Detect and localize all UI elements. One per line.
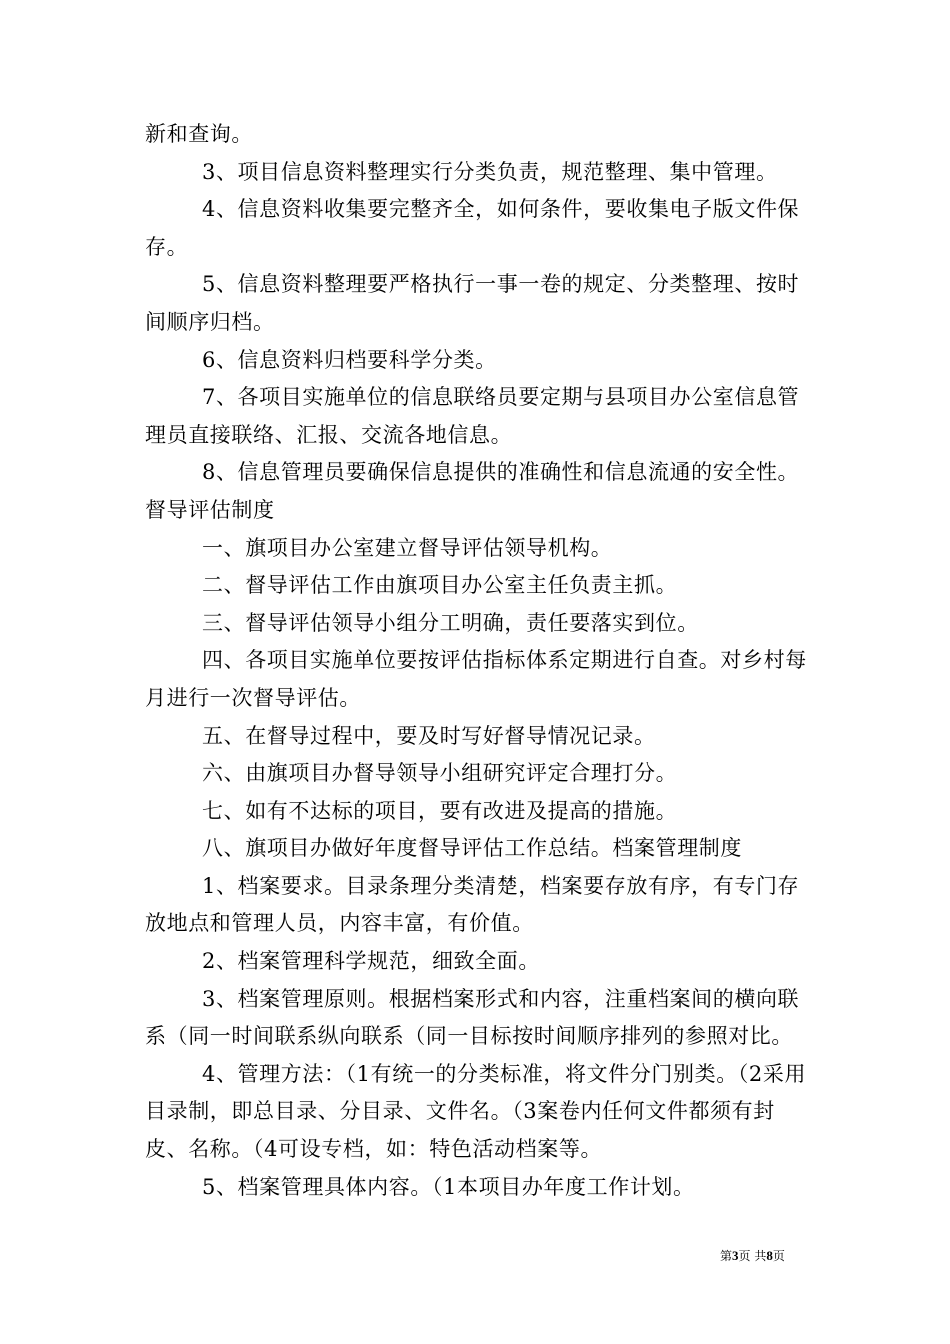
paragraph-1: 新和查询。 (145, 122, 253, 146)
paragraph-18: 2、档案管理科学规范，细致全面。 (202, 949, 540, 974)
total-pages-number: 8 (766, 1248, 773, 1263)
paragraph-6: 7、各项目实施单位的信息联络员要定期与县项目办公室信息管理员直接联络、汇报、交流各地信息。 (145, 385, 800, 447)
paragraph-14: 六、由旗项目办督导领导小组研究评定合理打分。 (202, 761, 678, 786)
footer-suffix: 页 (772, 1249, 785, 1263)
paragraph-20: 4、管理方法：（1有统一的分类标准，将文件分门别类。（2采用目录制，即总目录、分目录、文件名。（3案卷内任何文件都须有封皮、名称。（4可设专档，如：特色活动档案等。 (145, 1061, 807, 1162)
paragraph-13: 五、在督导过程中，要及时写好督导情况记录。 (202, 723, 656, 748)
document-body (145, 116, 815, 1206)
paragraph-21: 5、档案管理具体内容。（1本项目办年度工作计划。 (202, 1174, 695, 1199)
paragraph-15: 七、如有不达标的项目，要有改进及提高的措施。 (202, 798, 678, 823)
footer-prefix: 第 (720, 1249, 733, 1263)
paragraph-12: 四、各项目实施单位要按评估指标体系定期进行自查。对乡村每月进行一次督导评估。 (145, 648, 807, 710)
paragraph-11: 三、督导评估领导小组分工明确，责任要落实到位。 (202, 610, 699, 635)
paragraph-3: 4、信息资料收集要完整齐全，如何条件，要收集电子版文件保存。 (145, 197, 800, 259)
page-number-footer (720, 1248, 785, 1264)
paragraph-4: 5、信息资料整理要严格执行一事一卷的规定、分类整理、按时间顺序归档。 (145, 272, 800, 334)
footer-middle: 页 共 (738, 1249, 767, 1263)
paragraph-10: 二、督导评估工作由旗项目办公室主任负责主抓。 (202, 573, 678, 598)
paragraph-5: 6、信息资料归档要科学分类。 (202, 347, 497, 372)
paragraph-9: 一、旗项目办公室建立督导评估领导机构。 (202, 535, 613, 560)
paragraph-17: 1、档案要求。目录条理分类清楚，档案要存放有序，有专门存放地点和管理人员，内容丰富，有价值。 (145, 873, 800, 936)
paragraph-19: 3、档案管理原则。根据档案形式和内容，注重档案间的横向联系（同一时间联系纵向联系（同一目标按时间顺序排列的参照对比。 (145, 986, 800, 1049)
paragraph-7: 8、信息管理员要确保信息提供的准确性和信息流通的安全性。 (202, 460, 800, 485)
section-heading-supervision: 督导评估制度 (145, 497, 275, 522)
paragraph-16: 八、旗项目办做好年度督导评估工作总结。档案管理制度 (202, 836, 742, 861)
current-page-number: 3 (732, 1248, 739, 1263)
paragraph-2: 3、项目信息资料整理实行分类负责，规范整理、集中管理。 (202, 159, 778, 184)
